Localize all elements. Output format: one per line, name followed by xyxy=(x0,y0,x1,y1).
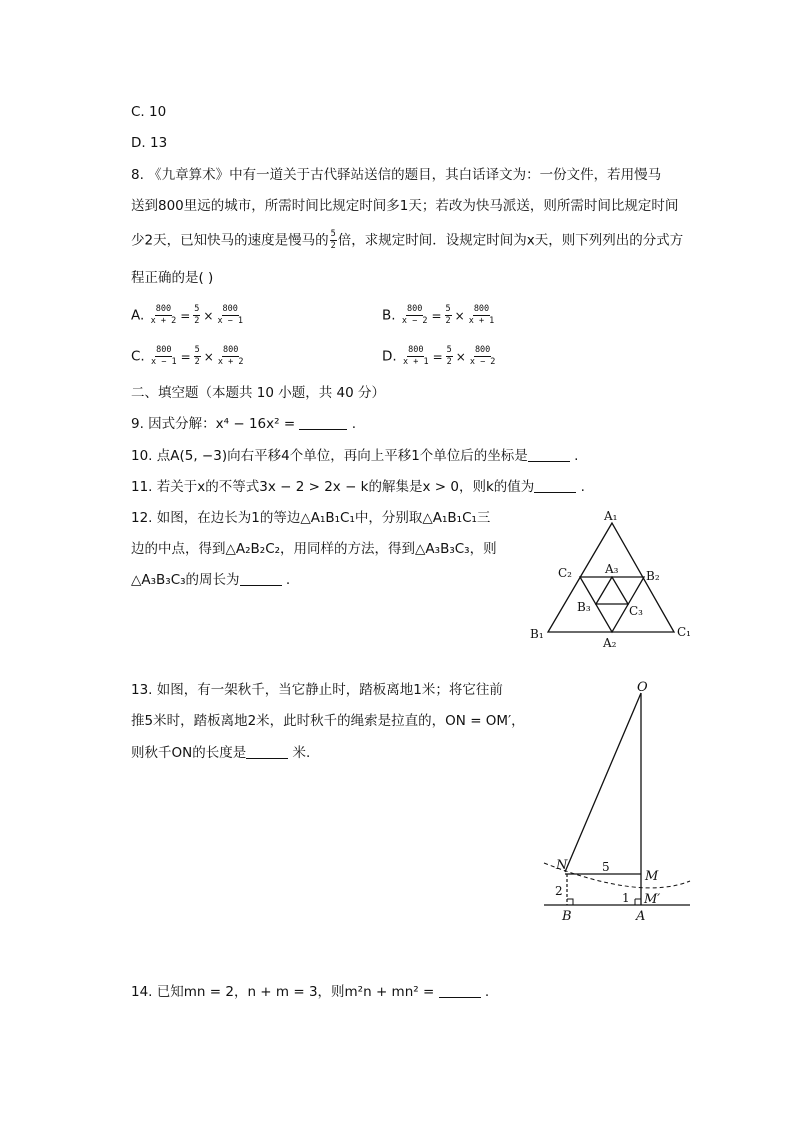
option-label: B. xyxy=(382,307,396,324)
label-n: N xyxy=(556,858,568,873)
label-b3: B₃ xyxy=(577,600,591,614)
label-b2: B₂ xyxy=(646,569,660,583)
fraction-coefficient: $\frac{5}{2}$ xyxy=(194,304,200,326)
q12-line3 xyxy=(131,570,290,590)
equals-sign: = xyxy=(432,349,443,364)
label-b: B xyxy=(562,909,572,924)
q8-line3 xyxy=(131,230,683,251)
label-c3: C₃ xyxy=(629,604,643,618)
label-two: 2 xyxy=(555,884,563,898)
q14-end: . xyxy=(484,984,490,1000)
answer-blank[interactable] xyxy=(439,983,481,998)
q8-line2: 送到800里远的城市，所需时间比规定时间多1天；若改为快马派送，则所需时间比规定时间 xyxy=(131,198,679,214)
label-a2: A₂ xyxy=(603,636,617,650)
label-a: A xyxy=(636,909,646,924)
swing-figure xyxy=(530,675,700,925)
q13-line2: 推5米时，踏板离地2米，此时秋千的绳索是拉直的，ON = OM′， xyxy=(131,713,525,729)
times-sign: × xyxy=(203,349,214,364)
rope-on xyxy=(565,693,641,872)
q9-end: . xyxy=(351,416,357,432)
fraction-right: $\frac{800}{x + 1}$ xyxy=(468,304,495,326)
label-c2: C₂ xyxy=(558,566,572,580)
answer-blank[interactable] xyxy=(299,415,347,430)
q10-text: 10. 点A(5, −3)向右平移4个单位，再向上平移1个单位后的坐标是 xyxy=(131,448,528,464)
label-c1: C₁ xyxy=(677,625,691,639)
triangle-a3b3c3 xyxy=(596,577,628,604)
q12-end: . xyxy=(285,572,291,588)
q12-line2: 边的中点，得到△A₂B₂C₂，用同样的方法，得到△A₃B₃C₃，则 xyxy=(131,541,497,557)
q9-text: 9. 因式分解：x⁴ − 16x² = xyxy=(131,416,296,432)
q11-text: 11. 若关于x的不等式3x − 2 > 2x − k的解集是x > 0，则k的值为 xyxy=(131,479,535,495)
q13-line3 xyxy=(131,743,310,763)
label-a1: A₁ xyxy=(604,509,618,523)
q12-line1: 12. 如图，在边长为1的等边△A₁B₁C₁中，分别取△A₁B₁C₁三 xyxy=(131,510,491,526)
answer-blank[interactable] xyxy=(240,571,282,586)
q11-end: . xyxy=(580,479,585,495)
q14-text: 14. 已知mn = 2，n + m = 3，则m²n + mn² = xyxy=(131,984,435,1000)
label-m: M xyxy=(645,869,659,884)
times-sign: × xyxy=(455,349,466,364)
right-angle-b-icon xyxy=(567,899,573,905)
times-sign: × xyxy=(454,308,465,323)
q8-line1: 8. 《九章算术》中有一道关于古代驿站送信的题目，其白话译文为：一份文件，若用慢马 xyxy=(131,167,662,183)
equals-sign: = xyxy=(431,308,442,323)
fraction-left: $\frac{800}{x + 2}$ xyxy=(150,304,177,326)
q8-option-d xyxy=(382,346,497,367)
label-a3: A₃ xyxy=(605,562,619,576)
q14 xyxy=(131,982,489,1002)
q11 xyxy=(131,477,585,497)
times-sign: × xyxy=(203,308,214,323)
fraction-right: $\frac{800}{x + 2}$ xyxy=(217,345,244,367)
label-b1: B₁ xyxy=(530,627,544,641)
q8-option-c xyxy=(131,346,245,367)
label-m-prime: M′ xyxy=(644,892,661,907)
answer-blank[interactable] xyxy=(528,447,570,462)
section-heading: 二、填空题（本题共 10 小题，共 40 分） xyxy=(131,385,386,401)
option-c: C. 10 xyxy=(131,104,167,120)
q9 xyxy=(131,414,356,434)
q8-line4: 程正确的是( ) xyxy=(131,270,214,286)
fraction-left: $\frac{800}{x - 1}$ xyxy=(151,345,177,367)
fraction-left: $\frac{800}{x - 2}$ xyxy=(401,304,428,326)
q8-line3-pre: 少2天，已知快马的速度是慢马的 xyxy=(131,232,329,249)
equals-sign: = xyxy=(180,349,191,364)
q12-line3-text: △A₃B₃C₃的周长为 xyxy=(131,572,240,588)
speed-ratio-fraction: $\frac{5}{2}$ xyxy=(330,229,336,251)
option-label: C. xyxy=(131,348,145,365)
q8-line3-post: 倍，求规定时间．设规定时间为x天，则下列列出的分式方 xyxy=(337,232,684,249)
q13-line3-post: 米. xyxy=(292,745,311,761)
fraction-coefficient: $\frac{5}{2}$ xyxy=(194,345,200,367)
q10 xyxy=(131,446,578,466)
option-label: D. xyxy=(382,348,397,365)
answer-blank[interactable] xyxy=(246,744,288,759)
option-d: D. 13 xyxy=(131,135,168,151)
option-label: A. xyxy=(131,307,145,324)
equals-sign: = xyxy=(180,308,191,323)
label-o: O xyxy=(637,680,648,695)
fraction-coefficient: $\frac{5}{2}$ xyxy=(446,345,452,367)
answer-blank[interactable] xyxy=(534,478,576,493)
q13-line3-pre: 则秋千ON的长度是 xyxy=(131,745,247,761)
fraction-left: $\frac{800}{x + 1}$ xyxy=(402,345,429,367)
q10-end: . xyxy=(574,448,579,464)
q8-option-a xyxy=(131,305,245,326)
fraction-right: $\frac{800}{x - 1}$ xyxy=(217,304,244,326)
fraction-coefficient: $\frac{5}{2}$ xyxy=(445,304,451,326)
label-five: 5 xyxy=(602,860,610,874)
triangle-figure xyxy=(525,505,700,655)
label-one: 1 xyxy=(622,891,630,905)
q13-line1: 13. 如图，有一架秋千，当它静止时，踏板离地1米；将它往前 xyxy=(131,682,503,698)
q8-option-b xyxy=(382,305,496,326)
fraction-right: $\frac{800}{x - 2}$ xyxy=(469,345,496,367)
